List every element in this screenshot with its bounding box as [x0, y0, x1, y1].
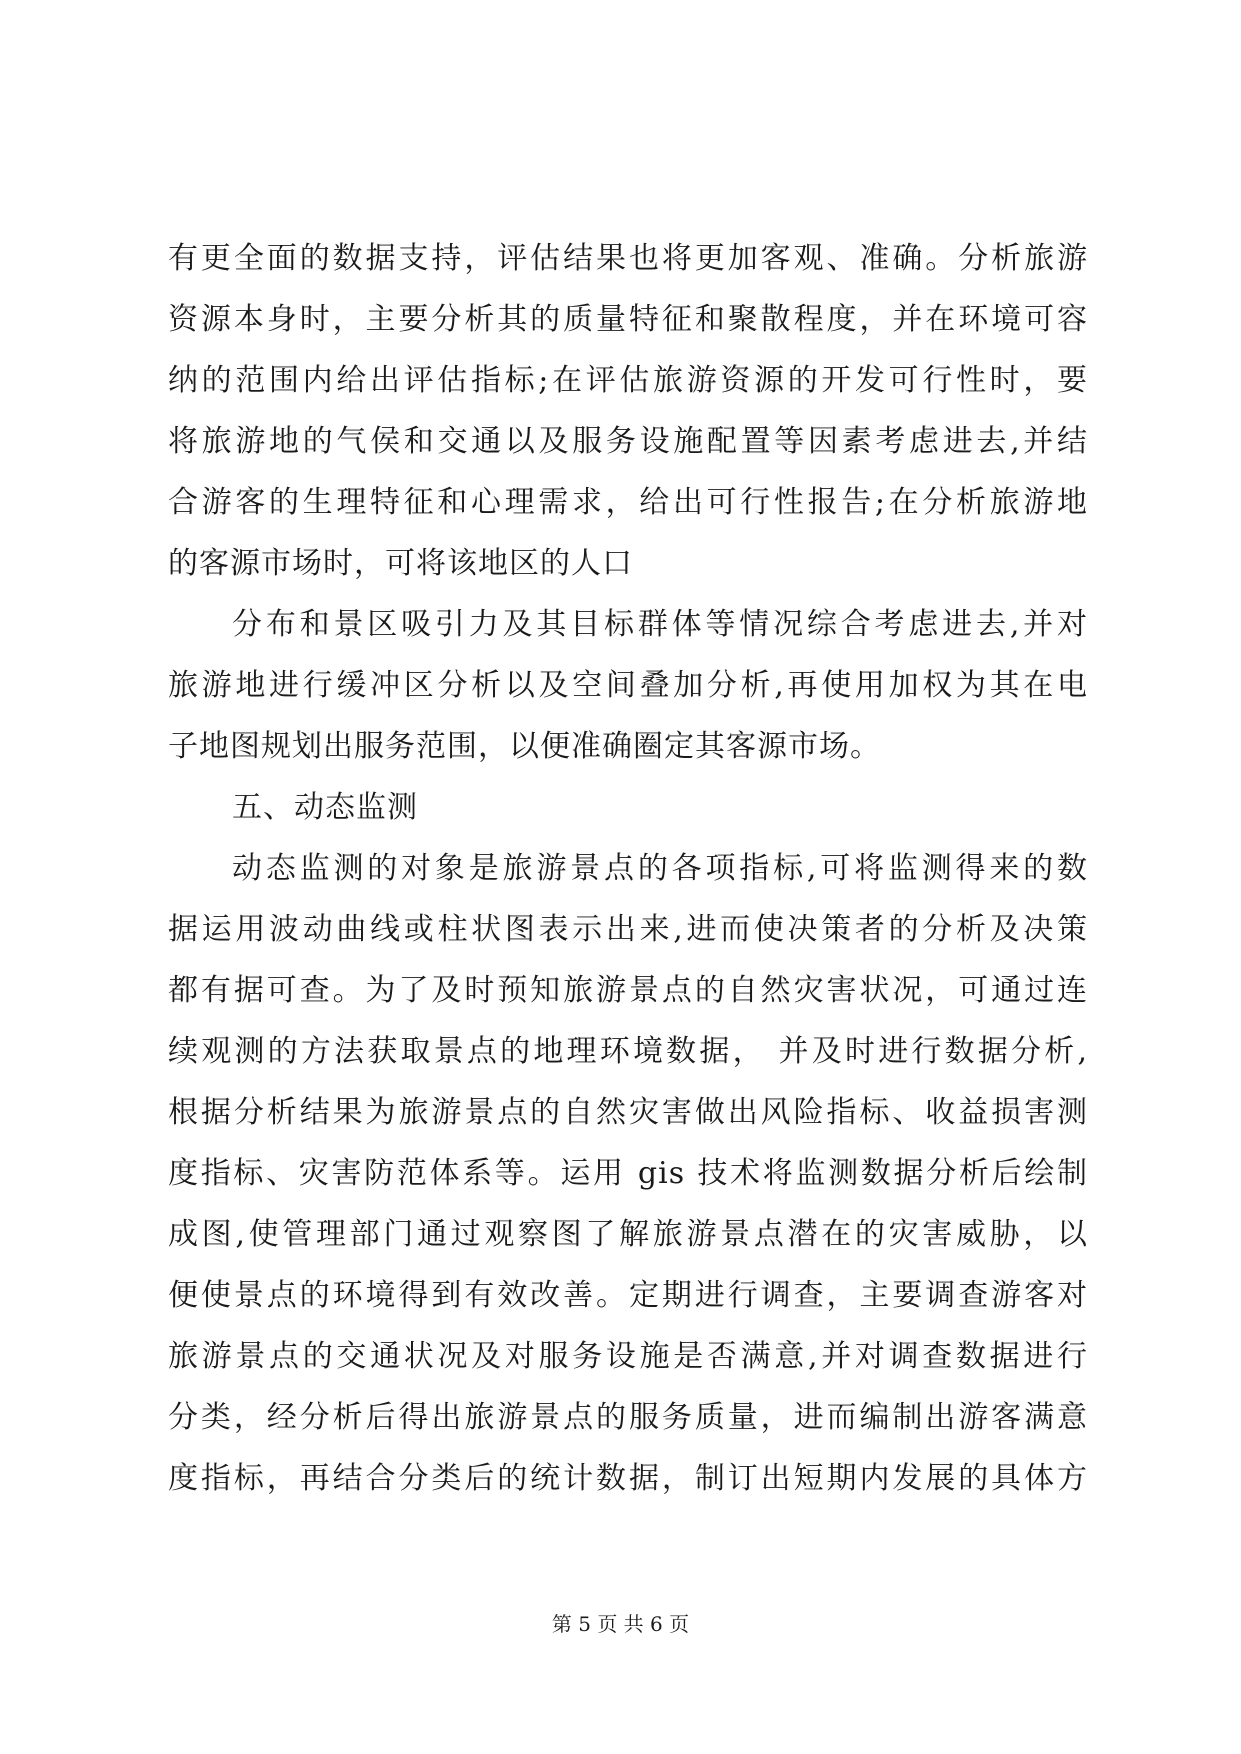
section-heading: 五、动态监测 [232, 790, 418, 825]
text-line: 子地图规划出服务范围，以便准确圈定其客源市场。 [168, 729, 881, 764]
text-line: 将旅游地的气侯和交通以及服务设施配置等因素考虑进去,并结 [168, 424, 1088, 459]
text-line: 续观测的方法获取景点的地理环境数据， 并及时进行数据分析, [168, 1034, 1088, 1069]
text-line: 都有据可查。为了及时预知旅游景点的自然灾害状况，可通过连 [168, 973, 1088, 1008]
text-line: 据运用波动曲线或柱状图表示出来,进而使决策者的分析及决策 [168, 912, 1088, 947]
text-line: 成图,使管理部门通过观察图了解旅游景点潜在的灾害威胁，以 [168, 1217, 1088, 1252]
text-line: 资源本身时，主要分析其的质量特征和聚散程度，并在环境可容 [168, 302, 1088, 337]
text-line: 度指标，再结合分类后的统计数据，制订出短期内发展的具体方 [168, 1461, 1088, 1496]
text-line: 合游客的生理特征和心理需求，给出可行性报告;在分析旅游地 [168, 485, 1088, 520]
body-text [168, 228, 1088, 1509]
text-line: 便使景点的环境得到有效改善。定期进行调查，主要调查游客对 [168, 1278, 1088, 1313]
text-line: 动态监测的对象是旅游景点的各项指标,可将监测得来的数 [232, 851, 1088, 886]
text-line: 的客源市场时，可将该地区的人口 [168, 546, 633, 581]
text-line: 旅游地进行缓冲区分析以及空间叠加分析,再使用加权为其在电 [168, 668, 1088, 703]
text-line: 分类，经分析后得出旅游景点的服务质量，进而编制出游客满意 [168, 1400, 1088, 1435]
text-line: 纳的范围内给出评估指标;在评估旅游资源的开发可行性时，要 [168, 363, 1088, 398]
text-line: 旅游景点的交通状况及对服务设施是否满意,并对调查数据进行 [168, 1339, 1088, 1374]
text-line: 度指标、灾害防范体系等。运用 gis 技术将监测数据分析后绘制 [168, 1156, 1088, 1191]
page-number-footer: 第 5 页 共 6 页 [551, 1612, 690, 1636]
text-line: 分布和景区吸引力及其目标群体等情况综合考虑进去,并对 [232, 607, 1088, 642]
text-line: 根据分析结果为旅游景点的自然灾害做出风险指标、收益损害测 [168, 1095, 1088, 1130]
text-line: 有更全面的数据支持，评估结果也将更加客观、准确。分析旅游 [168, 241, 1088, 276]
